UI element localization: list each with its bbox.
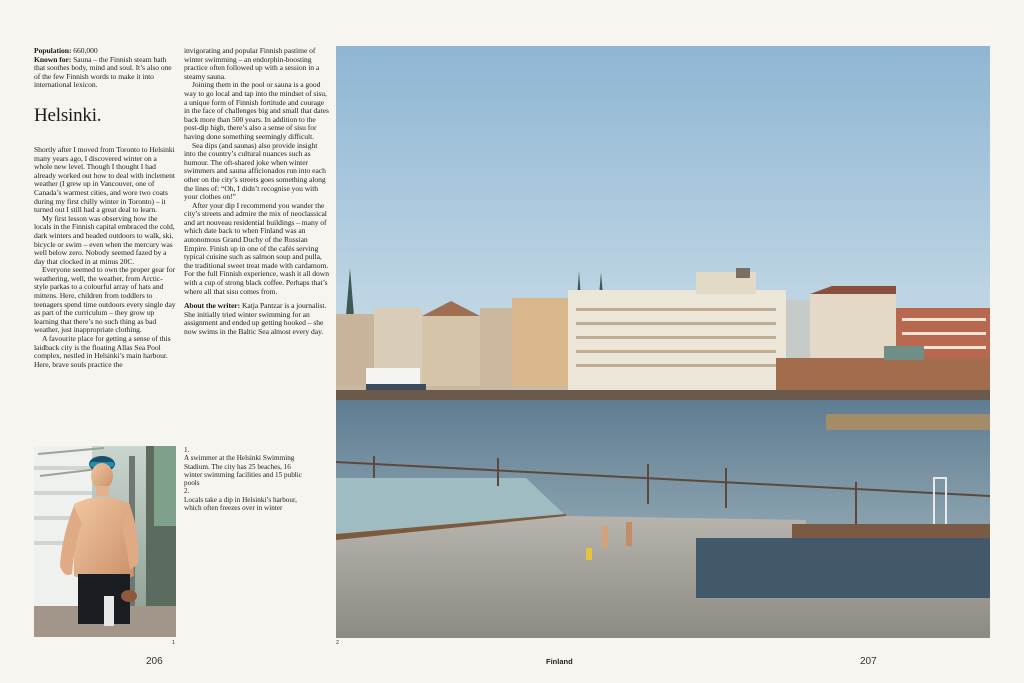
caption-2-number: 2. (184, 487, 190, 496)
body-paragraph: invigorating and popular Finnish pastime of winter swimming – an endorphin-boosting practice often followed up with a session in a steamy sauna. (184, 46, 320, 81)
headline: Helsinki. (34, 104, 102, 126)
text-column-1 (34, 47, 176, 369)
body-paragraph: My first lesson was observing how the locals in the Finnish capital embraced the cold, dark winters and headed outdoors to walk, ski, bicycle or swim – even when the mercury was well below zero. Nobody seemed fazed by a day that clocked in at minus 20C. (34, 213, 175, 266)
caption-1-text: A swimmer at the Helsinki Swimming Stadium. The city has 25 beaches, 16 winter swimming facilities and 15 public pools (184, 454, 302, 488)
about-writer (184, 302, 330, 336)
caption-1-number: 1. (184, 446, 190, 454)
right-page-number: 207 (860, 656, 877, 667)
swimmer-illustration (34, 446, 176, 637)
known-for-text: Sauna – the Finnish steam bath that soothes body, mind and soul. It’s also one of the few Finnish words to make it into international lexicon. (34, 54, 172, 90)
photo-2-number: 2 (336, 640, 340, 646)
about-writer-label: About the writer: (184, 301, 241, 311)
body-paragraph: A favourite place for getting a sense of this laidback city is the floating Allas Sea Pool complex, nestled in Helsinki’s main harbour. Here, brave souls practice the (34, 334, 171, 369)
photo-helsinki-harbour (336, 46, 990, 638)
section-name: Finland (546, 657, 573, 666)
body-paragraph: After your dip I recommend you wander the city’s streets and admire the mix of neoclassical and art nouveau residential buildings – many of which date back to when Finland was an autonomous Grand Duchy of the Russian Empire. Finish up in one of the cafés serving typical cuisine such as salmon soup and pulla, the traditional sweet treat made with cardamom. For the full Finnish experience, wash it all down with a cup of strong black coffee. Perhaps that’s where all that sisu comes from. (184, 200, 329, 296)
body-paragraph: Sea dips (and saunas) also provide insight into the country’s cultural nuances such as humour. The oft-shared joke when winter swimmers and sauna afficionados run into each other on the city’s streets goes something along the lines of: “Oh, I didn’t recognise you with your clothes on!” (184, 140, 326, 202)
harbour-illustration (336, 46, 990, 638)
left-page-number: 206 (146, 656, 163, 667)
body-paragraph: Everyone seemed to own the proper gear for weathering, well, the weather, from Arctic-style parkas to a colourful array of hats and mittens. Here, children from toddlers to teenagers spend time outdoors every single day as part of the curriculum – they grow up learning that there’s no such thing as bad weather, just inappropriate clothing. (34, 265, 176, 335)
population-label: Population: (34, 46, 72, 55)
body-paragraph: Shortly after I moved from Toronto to Helsinki many years ago, I discovered winter on a whole new level. Though I thought I had already worked out how to deal with inclement weather (I grew up in Vancouver, one of Canada’s warmest cities, and wore two coats during my first chilly winter in Toronto) – it turned out I still had a great deal to learn. (34, 144, 175, 215)
known-for-label: Known for: (34, 54, 72, 64)
population-value: 660,000 (73, 46, 98, 55)
photo-1-number: 1 (172, 640, 176, 646)
photo-captions (184, 446, 308, 512)
about-writer-text: Katja Pantzar is a journalist. She initially tried winter swimming for an assignment and ended up getting hooked – she now swims in the Baltic Sea almost every day. (184, 301, 327, 336)
caption-2-text: Locals take a dip in Helsinki’s harbour, which often freezes over in winter (184, 495, 297, 513)
text-column-2 (184, 47, 330, 337)
photo-swimmer-portrait (34, 446, 176, 637)
body-paragraph: Joining them in the pool or sauna is a good way to go local and tap into the mindset of sisu, a unique form of Finnish fortitude and courage in the face of challenges big and small that dates back more than 500 years. In addition to the post-dip high, there’s also a sense of sisu for having done something seemingly difficult. (184, 80, 329, 141)
known-for-line (34, 56, 176, 90)
